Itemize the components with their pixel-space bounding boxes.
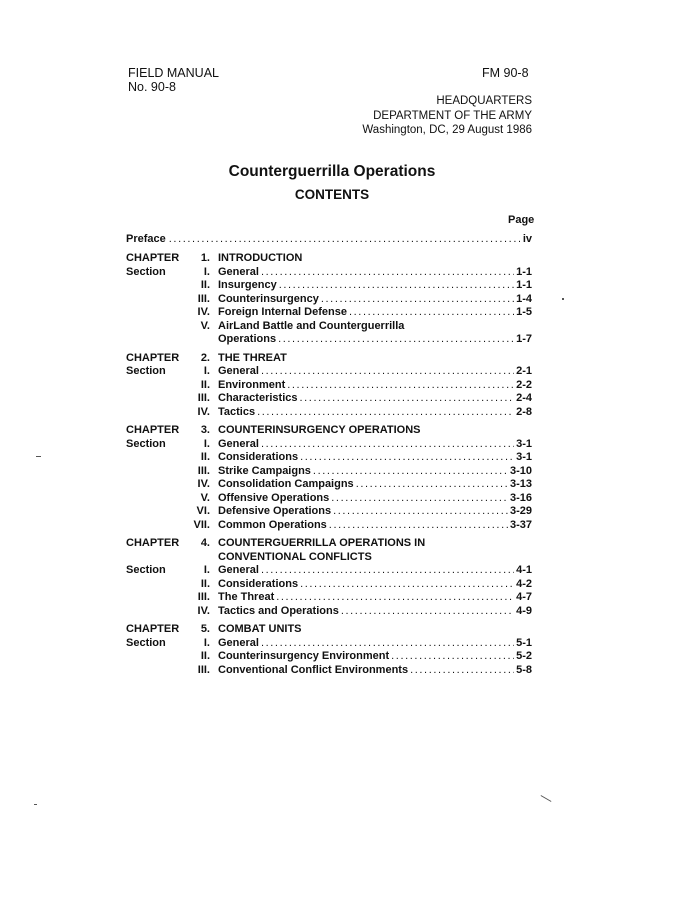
chapter-title: COMBAT UNITS [218,623,302,635]
entry-title: General [218,437,259,450]
fm-number: FM 90-8 [482,66,529,80]
section-numeral: IV. [197,604,210,617]
dot-leader [169,233,520,245]
dot-leader [279,279,514,291]
contents-heading: CONTENTS [294,187,370,202]
hq-line: HEADQUARTERS [436,95,532,107]
dot-leader [287,379,514,391]
preface-page: iv [522,233,532,245]
dot-leader [313,465,508,477]
entry-page: 3-13 [509,478,532,490]
chapter-title: THE THREAT [218,351,287,364]
entry-page: 4-9 [516,604,532,617]
section-numeral: III. [197,392,210,404]
dot-leader [331,492,508,504]
entry-title: Offensive Operations [218,491,330,504]
dot-leader [300,451,514,463]
dot-leader [261,365,514,377]
toc-entry [218,365,532,377]
hq-line: DEPARTMENT OF THE ARMY [373,109,532,122]
toc-entry [218,650,532,662]
dot-leader [278,333,514,345]
section-numeral: II. [200,279,210,291]
toc-entry [218,505,532,517]
section-numeral: IV. [197,478,210,490]
entry-page: 3-37 [509,518,532,531]
scan-speck [36,456,41,457]
entry-title: General [218,564,259,576]
dot-leader [300,392,515,404]
chapter-number: 1. [200,252,210,264]
section-numeral: III. [197,663,210,676]
chapter-number: 2. [200,351,210,364]
chapter-number: 3. [200,424,210,436]
entry-page: 1-7 [516,333,532,345]
entry-page: 3-10 [509,464,532,477]
scan-speck [541,795,552,802]
section-label: Section [126,365,166,377]
section-numeral: III. [197,591,210,603]
toc-entry [218,293,532,305]
dot-leader [391,650,514,662]
entry-page: 3-16 [509,491,532,504]
section-label: Section [126,636,166,649]
dot-leader [300,578,514,590]
dot-leader [261,637,514,649]
toc-entry [218,320,532,332]
dot-leader [333,505,508,517]
entry-title: Considerations [218,451,299,463]
entry-page: 1-4 [516,292,532,305]
entry-page: 3-1 [516,451,532,463]
preface-label: Preface [126,233,166,245]
entry-title: Common Operations [218,518,327,531]
entry-page: 4-1 [516,564,532,576]
section-numeral: II. [200,650,210,662]
dot-leader [321,293,514,305]
entry-title: Environment [218,378,286,391]
toc-entry [218,379,532,391]
chapter-title-cont: CONVENTIONAL CONFLICTS [218,550,372,563]
toc-entry [218,578,532,590]
entry-title: Operations [218,333,277,345]
chapter-title: COUNTERINSURGENCY OPERATIONS [218,424,421,436]
section-label: Section [126,564,166,576]
toc-entry [218,406,532,418]
scan-speck [34,804,37,805]
chapter-title: COUNTERGUERRILLA OPERATIONS IN [218,537,426,549]
dot-leader [410,664,514,676]
entry-title: Considerations [218,577,299,590]
dot-leader [349,306,514,318]
toc-entry [218,637,532,649]
chapter-label: CHAPTER [126,252,180,264]
entry-page: 3-1 [516,437,532,450]
section-numeral: IV. [197,405,210,418]
chapter-label: CHAPTER [126,537,180,549]
entry-title: Insurgency [218,279,277,291]
entry-title: Foreign Internal Defense [218,306,347,318]
dot-leader [341,605,514,617]
toc-entry [218,451,532,463]
entry-title: Strike Campaigns [218,464,311,477]
manual-number: No. 90-8 [128,80,176,94]
headquarters-block [340,94,532,138]
entry-title: General [218,365,259,377]
toc-entry [218,266,532,278]
toc-entry [218,465,532,477]
manual-type: FIELD MANUAL [128,66,219,80]
entry-title: Counterinsurgency Environment [218,650,390,662]
chapter-number: 5. [200,623,210,635]
scan-speck [562,298,564,300]
toc-entry [218,333,532,345]
toc-entry [218,492,532,504]
toc-entry [218,664,532,676]
section-numeral: I. [203,636,210,649]
toc-entry [218,438,532,450]
dot-leader [356,478,508,490]
section-numeral: III. [197,292,210,305]
toc-entry [218,564,532,576]
entry-title: Counterinsurgency [218,292,319,305]
section-numeral: IV. [197,306,210,318]
dot-leader [261,564,514,576]
entry-page: 5-2 [516,650,532,662]
section-numeral: V. [200,491,210,504]
entry-title: General [218,265,259,278]
dot-leader [261,438,514,450]
dot-leader [329,519,508,531]
entry-page: 1-1 [516,279,532,291]
entry-title: Tactics [218,405,256,418]
section-numeral: VI. [196,505,210,517]
entry-page: 2-2 [516,378,532,391]
section-numeral: II. [200,378,210,391]
toc-entry [218,279,532,291]
section-numeral: II. [200,451,210,463]
section-label: Section [126,265,166,278]
section-numeral: I. [203,365,210,377]
toc-entry [218,478,532,490]
entry-title: Consolidation Campaigns [218,478,354,490]
section-numeral: I. [203,564,210,576]
entry-page: 5-1 [516,636,532,649]
entry-title: The Threat [218,591,275,603]
section-numeral: VII. [193,518,210,531]
entry-title: Conventional Conflict Environments [218,663,409,676]
toc-entry [218,306,532,318]
entry-page: 3-29 [509,505,532,517]
entry-title: AirLand Battle and Counterguerrilla [218,319,405,332]
page-column-label: Page [508,214,535,226]
entry-title: General [218,636,259,649]
toc-entry [218,605,532,617]
section-label: Section [126,437,166,450]
section-numeral: I. [203,265,210,278]
chapter-label: CHAPTER [126,351,180,364]
entry-page: 1-1 [516,265,532,278]
dot-leader [261,266,514,278]
entry-title: Defensive Operations [218,505,332,517]
entry-page: 2-8 [516,405,532,418]
toc-preface [126,233,532,245]
entry-page: 4-2 [516,577,532,590]
chapter-number: 4. [200,537,210,549]
chapter-label: CHAPTER [126,424,180,436]
section-numeral: I. [203,437,210,450]
section-numeral: III. [197,464,210,477]
section-numeral: V. [200,319,210,332]
entry-page: 5-8 [516,663,532,676]
dot-leader [276,591,514,603]
entry-title: Characteristics [218,392,298,404]
dot-leader [257,406,514,418]
toc-entry [218,519,532,531]
section-numeral: II. [200,577,210,590]
chapter-title: INTRODUCTION [218,252,303,264]
entry-page: 2-1 [516,365,532,377]
chapter-label: CHAPTER [126,623,180,635]
entry-title: Tactics and Operations [218,604,339,617]
toc-entry [218,591,532,603]
entry-page: 2-4 [516,392,532,404]
hq-date: Washington, DC, 29 August 1986 [362,124,532,136]
document-title: Counterguerrilla Operations [228,163,436,180]
entry-page: 1-5 [516,306,532,318]
toc-entry [218,392,532,404]
entry-page: 4-7 [516,591,532,603]
